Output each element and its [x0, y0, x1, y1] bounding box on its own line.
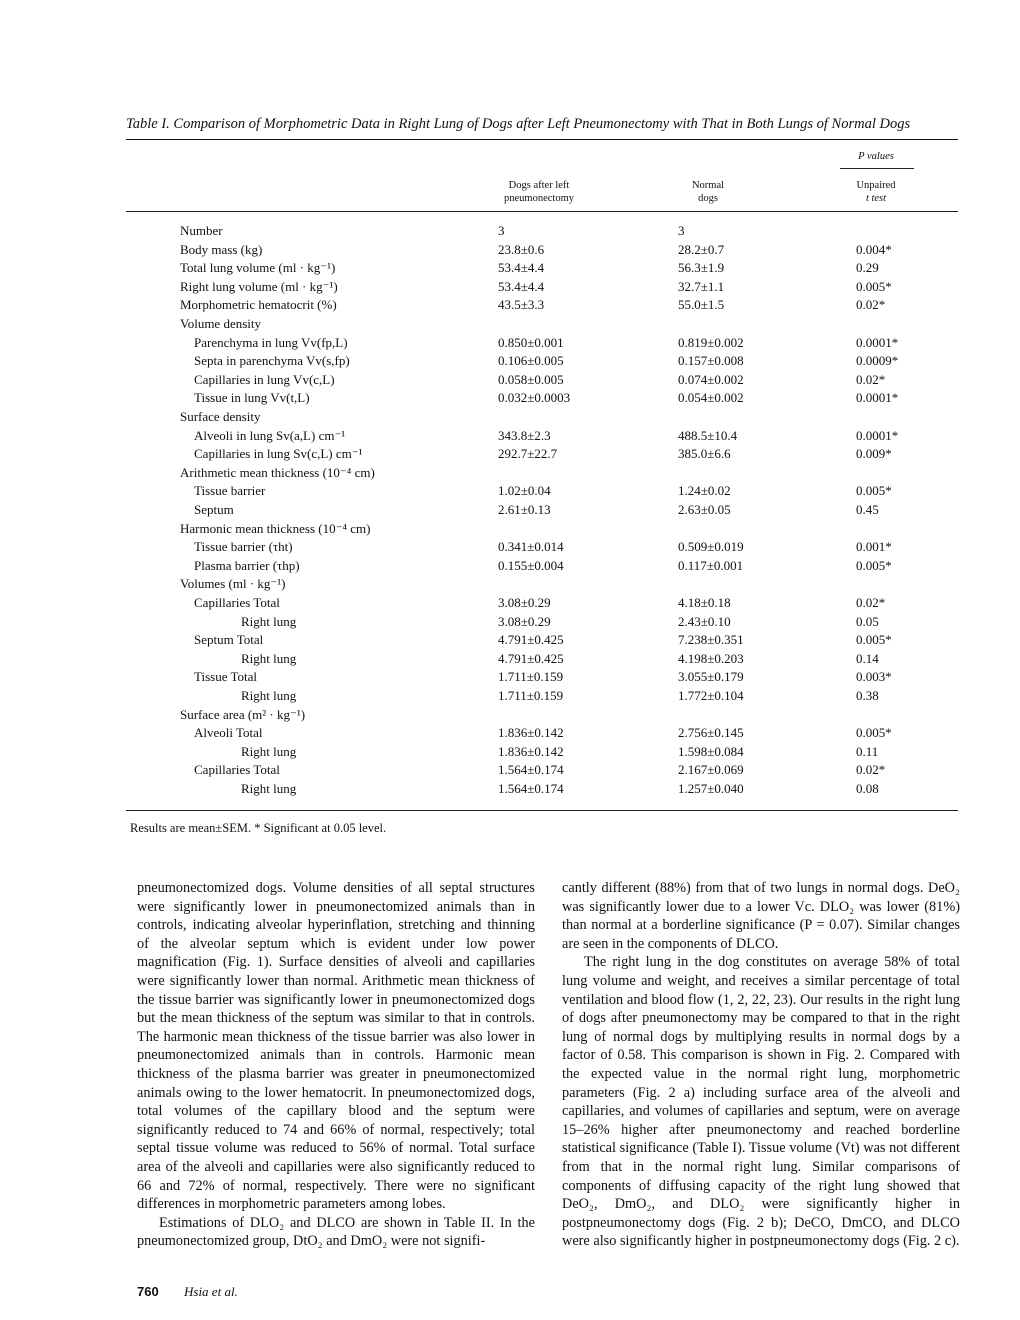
value-pneumonectomy: 292.7±22.7: [498, 446, 558, 462]
row-label: Alveoli in lung Sv(a,L) cm⁻¹: [194, 427, 346, 443]
table-row: [0, 706, 1020, 724]
p-value: 0.005*: [856, 557, 892, 573]
value-pneumonectomy: 53.4±4.4: [498, 260, 545, 276]
value-normal: 3.055±0.179: [678, 669, 744, 685]
value-normal: 28.2±0.7: [678, 241, 725, 257]
value-pneumonectomy: 2.61±0.13: [498, 502, 551, 517]
table-row: [0, 575, 1020, 593]
value-normal: 3: [678, 223, 685, 238]
table-row: [0, 315, 1020, 333]
column-header-ttest-line2: t test: [865, 193, 887, 204]
value-pneumonectomy: 3.08±0.29: [498, 613, 551, 629]
row-label: Right lung: [241, 781, 297, 796]
table-row: [0, 334, 1020, 352]
table-header-rule: [126, 211, 958, 212]
value-normal: 1.772±0.104: [678, 688, 744, 703]
row-label: Tissue in lung Vv(t,L): [194, 390, 310, 406]
row-label: Parenchyma in lung Vv(fp,L): [194, 334, 348, 350]
value-pneumonectomy: 0.058±0.005: [498, 371, 564, 387]
row-label: Volume density: [180, 316, 262, 331]
row-label: Capillaries in lung Sv(c,L) cm⁻¹: [194, 446, 363, 462]
value-pneumonectomy: 4.791±0.425: [498, 632, 564, 648]
p-values-underline: [840, 168, 914, 169]
value-normal: 2.756±0.145: [678, 725, 744, 741]
table-row: [0, 501, 1020, 519]
table-caption: Table I. Comparison of Morphometric Data in Right Lung of Dogs after Left Pneumonectomy with That in Both Lungs of Normal Dogs: [126, 116, 911, 132]
left-paragraph-2: Estimations of DLO₂ and DLCO are shown in Table II. In the pneumonectomized group, DtO₂ and DmO₂ were not signifi-: [137, 1214, 535, 1250]
running-head: Hsia et al.: [184, 1284, 238, 1299]
table-row: [0, 631, 1020, 649]
value-normal: 32.7±1.1: [678, 278, 725, 294]
row-label: Right lung volume (ml · kg⁻¹): [180, 278, 338, 294]
row-label: Surface density: [180, 409, 261, 424]
row-label: Body mass (kg): [180, 241, 263, 257]
column-header-ttest: [838, 179, 914, 205]
table-row: [0, 408, 1020, 426]
value-pneumonectomy: 1.836±0.142: [498, 743, 564, 759]
value-pneumonectomy: 3.08±0.29: [498, 595, 551, 610]
row-label: Right lung: [241, 650, 297, 666]
p-value: 0.02*: [856, 762, 886, 778]
row-label: Tissue barrier: [194, 483, 266, 499]
value-normal: 56.3±1.9: [678, 260, 725, 276]
table-row: [0, 278, 1020, 296]
p-value: 0.14: [856, 650, 879, 666]
p-value: 0.08: [856, 781, 879, 796]
p-value: 0.0001*: [856, 390, 899, 406]
column-header-normal-line1: Normal: [691, 180, 725, 191]
p-values-label-rest: values: [864, 151, 894, 162]
table-row: [0, 594, 1020, 612]
p-value: 0.005*: [856, 632, 892, 648]
value-pneumonectomy: 1.564±0.174: [498, 762, 564, 778]
page-number: 760: [137, 1284, 159, 1299]
value-pneumonectomy: 0.155±0.004: [498, 557, 564, 573]
row-label: Right lung: [241, 688, 297, 703]
table-row: [0, 520, 1020, 538]
column-header-dogs-after-line1: Dogs after left: [508, 180, 570, 191]
value-normal: 2.167±0.069: [678, 762, 744, 778]
value-normal: 1.257±0.040: [678, 781, 744, 796]
value-pneumonectomy: 0.850±0.001: [498, 334, 564, 350]
column-header-normal: [668, 179, 748, 205]
value-pneumonectomy: 1.02±0.04: [498, 483, 551, 499]
value-pneumonectomy: 43.5±3.3: [498, 297, 545, 313]
column-header-normal-line2: dogs: [698, 193, 718, 204]
left-paragraph-1: pneumonectomized dogs. Volume densities of all septal structures were significantly lower in pneumonectomized animals than in controls, indicating alveolar hyperinflation, stretching and thinning of the alveolar septum which is evident under low power magnification (Fig. 1). Surface densities of alveoli and capillaries were significantly lower than normal. Arithmetic mean thickness of the tissue barrier was significantly lower in pneumonectomized dogs but the mean thickness of the septum was similar to that in controls. The harmonic mean thickness of the tissue barrier was also lower in pneumonectomized animals than in controls. Harmonic mean thickness of the plasma barrier was greater in pneumonectomized animals owing to the lower hematocrit. In pneumonectomized dogs, total volumes of the capillary blood and the septum were significantly reduced to 74 and 66% of normal, respectively; total septal tissue volume was reduced to 56% of normal. Total surface area of the alveoli and capillaries were also significantly reduced to 66 and 72% of normal, respectively. There were no significant differences in morphometric parameters among lobes.: [137, 880, 535, 1213]
p-value: 0.0001*: [856, 427, 899, 443]
table-row: [0, 464, 1020, 482]
row-label: Septa in parenchyma Vv(s,fp): [194, 353, 350, 369]
value-normal: 0.054±0.002: [678, 390, 744, 406]
value-normal: 2.63±0.05: [678, 502, 731, 517]
value-normal: 0.074±0.002: [678, 371, 744, 387]
right-paragraph-1: cantly different (88%) from that of two lungs in normal dogs. DeO₂ was significantly lower due to a lower Vc. DLO₂ was lower (81%) than normal at a borderline significance (P = 0.07). Similar changes are seen in the components of DLCO.: [562, 880, 960, 952]
p-value: 0.02*: [856, 595, 886, 610]
table-row: [0, 687, 1020, 705]
column-header-dogs-after-line2: pneumonectomy: [504, 193, 574, 204]
value-normal: 7.238±0.351: [678, 632, 744, 648]
p-value: 0.005*: [856, 278, 892, 294]
value-pneumonectomy: 0.032±0.0003: [498, 390, 571, 406]
value-pneumonectomy: 53.4±4.4: [498, 278, 545, 294]
value-normal: 385.0±6.6: [678, 446, 731, 462]
p-value: 0.009*: [856, 446, 892, 462]
p-value: 0.29: [856, 260, 879, 276]
value-pneumonectomy: 0.341±0.014: [498, 539, 564, 555]
table-row: [0, 222, 1020, 240]
row-label: Arithmetic mean thickness (10⁻⁴ cm): [180, 464, 375, 480]
row-label: Right lung: [241, 613, 297, 629]
table-row: [0, 445, 1020, 463]
p-value: 0.004*: [856, 241, 892, 257]
value-pneumonectomy: 23.8±0.6: [498, 241, 545, 257]
right-paragraph-2: The right lung in the dog constitutes on average 58% of total lung volume and weight, and receives a similar percentage of total ventilation and blood flow (1, 2, 22, 23). Our results in the right lung of dogs after pneumonectomy may be compared to that in the right lung of normal dogs by multiplying results in normal dogs by a factor of 0.58. This comparison is shown in Fig. 2. Compared with the expected value in the normal right lung, morphometric parameters (Fig. 2 a) including surface area of the alveoli and capillaries, and volumes of capillaries and septum, were on average 15–26% higher after pneumonectomy and reached borderline statistical significance (Table I). Tissue volume (Vt) was not different from that in the normal right lung. Similar comparisons of components of diffusing capacity of the right lung showed that DeO₂, DmO₂, and DLO₂ were significantly higher in postpneumonectomy dogs (Fig. 2 b); DeCO, DmCO, and DLCO were also significantly higher in postpneumonectomy dogs (Fig. 2 c).: [562, 954, 960, 1250]
row-label: Septum Total: [194, 632, 264, 648]
p-value: 0.0001*: [856, 334, 899, 350]
p-value: 0.38: [856, 688, 879, 703]
value-pneumonectomy: 4.791±0.425: [498, 650, 564, 666]
value-normal: 1.598±0.084: [678, 743, 744, 759]
table-row: [0, 557, 1020, 575]
value-pneumonectomy: 343.8±2.3: [498, 427, 551, 443]
row-label: Number: [180, 223, 223, 238]
p-value: 0.02*: [856, 371, 886, 387]
body-column-left: [137, 879, 535, 1251]
row-label: Tissue barrier (τht): [194, 539, 293, 555]
table-row: [0, 352, 1020, 370]
table-row: [0, 668, 1020, 686]
table-row: [0, 780, 1020, 798]
table-row: [0, 650, 1020, 668]
table-top-rule: [126, 139, 958, 140]
table-bottom-rule: [126, 810, 958, 811]
value-normal: 488.5±10.4: [678, 427, 738, 443]
p-value: 0.003*: [856, 669, 892, 685]
value-pneumonectomy: 1.711±0.159: [498, 669, 564, 685]
table-footnote: Results are mean±SEM. * Significant at 0.05 level.: [130, 821, 387, 835]
row-label: Capillaries in lung Vv(c,L): [194, 371, 335, 387]
table-row: [0, 241, 1020, 259]
value-normal: 1.24±0.02: [678, 483, 731, 499]
table-row: [0, 538, 1020, 556]
value-pneumonectomy: 1.564±0.174: [498, 781, 564, 796]
row-label: Right lung: [241, 743, 297, 759]
value-pneumonectomy: 3: [498, 223, 505, 238]
row-label: Capillaries Total: [194, 762, 280, 778]
table-row: [0, 482, 1020, 500]
value-normal: 2.43±0.10: [678, 613, 731, 629]
p-values-label-italic: P: [858, 151, 865, 162]
table-row: [0, 389, 1020, 407]
column-header-dogs-after: [478, 179, 600, 205]
table-row: [0, 427, 1020, 445]
row-label: Harmonic mean thickness (10⁻⁴ cm): [180, 520, 371, 536]
p-value: 0.001*: [856, 539, 892, 555]
p-value: 0.0009*: [856, 353, 899, 369]
table-row: [0, 371, 1020, 389]
value-normal: 0.819±0.002: [678, 334, 744, 350]
value-normal: 4.18±0.18: [678, 595, 731, 610]
p-value: 0.005*: [856, 725, 892, 741]
row-label: Surface area (m² · kg⁻¹): [180, 706, 306, 722]
row-label: Morphometric hematocrit (%): [180, 297, 337, 313]
row-label: Total lung volume (ml · kg⁻¹): [180, 260, 336, 276]
value-normal: 4.198±0.203: [678, 650, 744, 666]
p-value: 0.05: [856, 613, 879, 629]
p-value: 0.005*: [856, 483, 892, 499]
value-pneumonectomy: 0.106±0.005: [498, 353, 564, 369]
row-label: Plasma barrier (τhp): [194, 557, 300, 573]
p-value: 0.45: [856, 502, 879, 517]
table-row: [0, 761, 1020, 779]
p-value: 0.11: [856, 743, 879, 759]
value-normal: 0.509±0.019: [678, 539, 744, 555]
table-row: [0, 724, 1020, 742]
row-label: Tissue Total: [194, 669, 258, 685]
row-label: Capillaries Total: [194, 595, 280, 610]
p-values-label: [838, 151, 914, 162]
table-row: [0, 296, 1020, 314]
value-normal: 0.157±0.008: [678, 353, 744, 369]
table-row: [0, 743, 1020, 761]
table-row: [0, 613, 1020, 631]
column-header-ttest-line1: Unpaired: [856, 180, 896, 191]
table-row: [0, 259, 1020, 277]
p-value: 0.02*: [856, 297, 886, 313]
value-normal: 55.0±1.5: [678, 297, 725, 313]
body-column-right: [562, 879, 960, 1251]
value-normal: 0.117±0.001: [678, 557, 744, 573]
row-label: Septum: [194, 502, 234, 517]
row-label: Alveoli Total: [194, 725, 263, 741]
row-label: Volumes (ml · kg⁻¹): [180, 576, 286, 592]
value-pneumonectomy: 1.836±0.142: [498, 725, 564, 741]
value-pneumonectomy: 1.711±0.159: [498, 688, 564, 703]
